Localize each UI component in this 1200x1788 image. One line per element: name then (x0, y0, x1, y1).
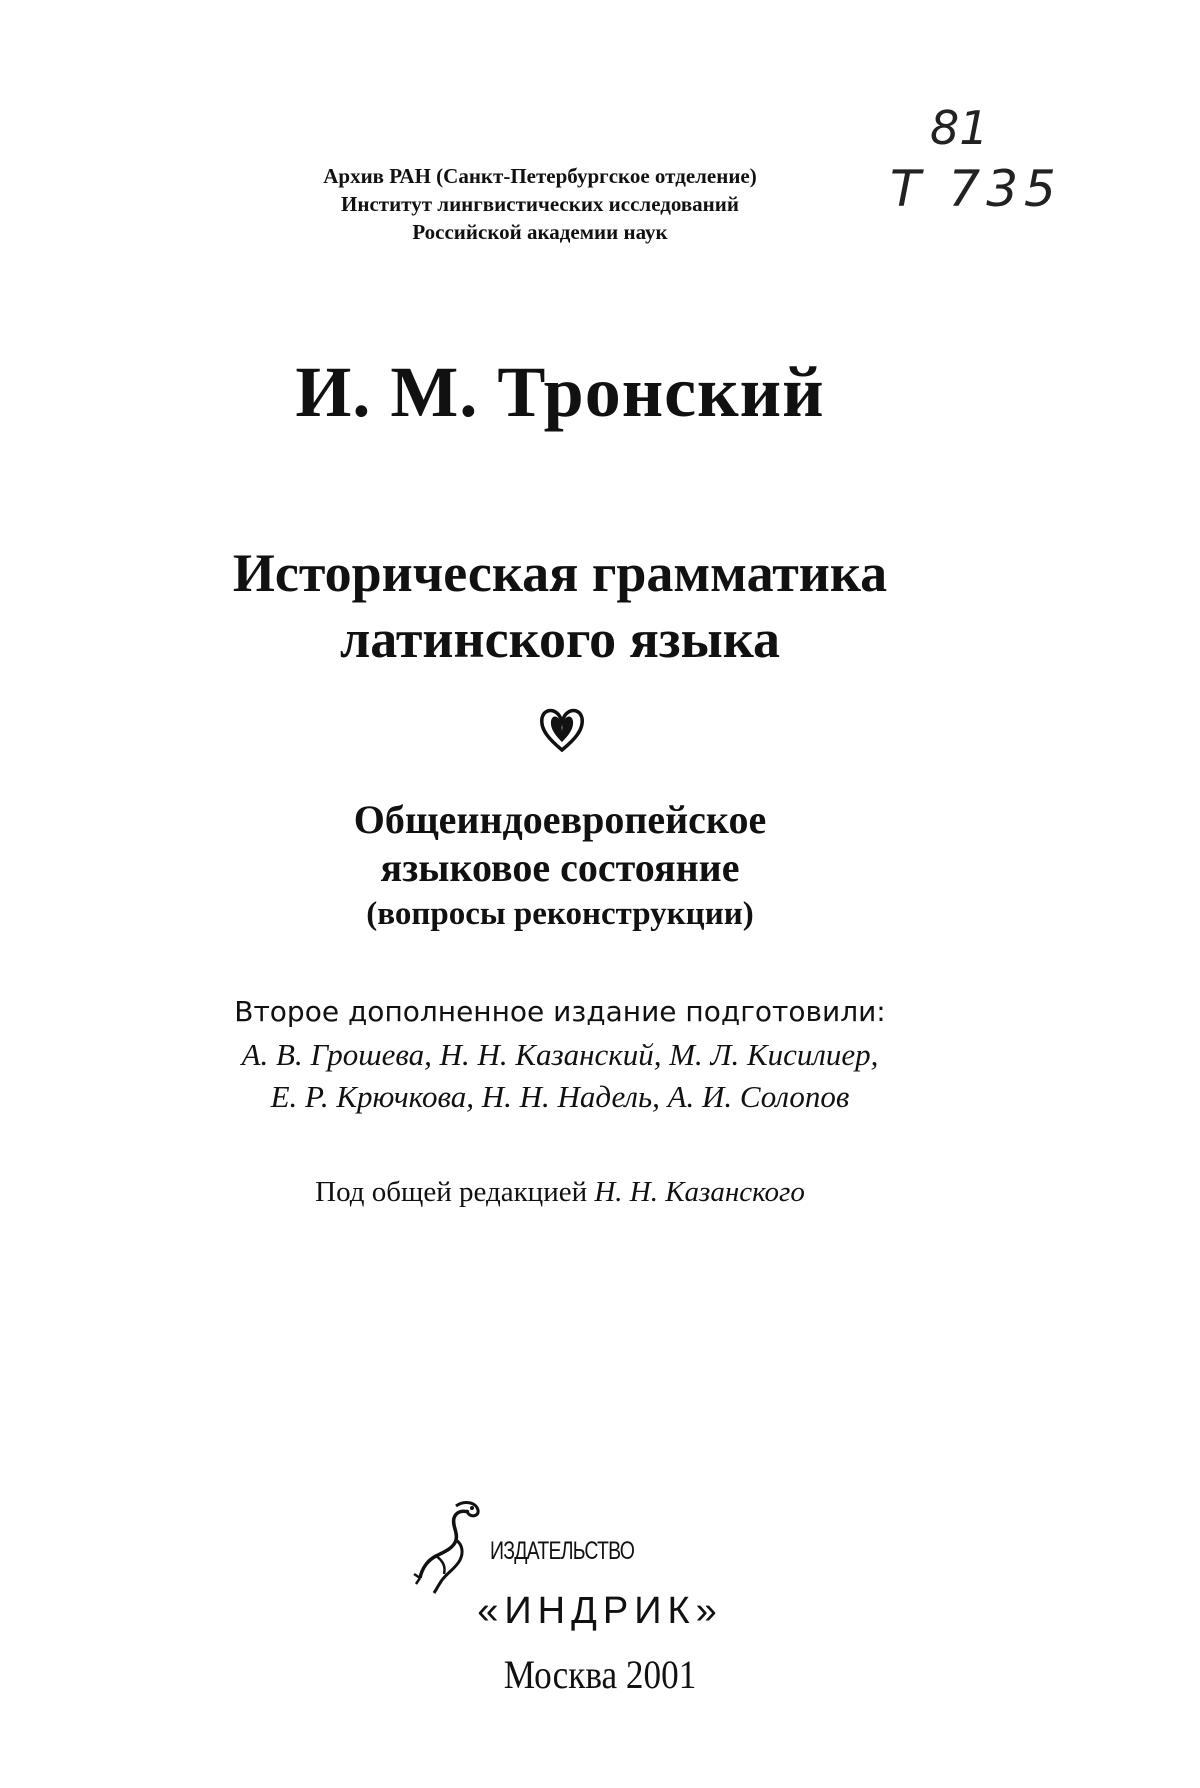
library-mark-line-1: 81 (930, 101, 989, 155)
publisher-label: ИЗДАТЕЛЬСТВО (490, 1537, 635, 1565)
book-title (40, 540, 1080, 672)
editor-name: Н. Н. Казанского (594, 1176, 805, 1208)
author-name: И. М. Тронский (295, 352, 825, 432)
publisher-name: «ИНДРИК» (477, 1590, 723, 1632)
subtitle-line-1: Общеиндоевропейское (353, 797, 767, 842)
city-year: Москва 2001 (503, 1652, 697, 1697)
general-editor (100, 1172, 1020, 1212)
library-mark (890, 100, 1140, 220)
institution-line-1: Архив РАН (Санкт-Петербургское отделение) (323, 164, 757, 188)
institution-line-3: Российской академии наук (412, 220, 668, 244)
institution-line-2: Институт лингвистических исследований (341, 192, 739, 216)
subtitle-line-3: (вопросы реконструкции) (366, 896, 754, 932)
fleuron-icon (536, 702, 588, 754)
contributors-line-2: Е. Р. Крючкова, Н. Н. Надель, А. И. Солопов (270, 1079, 850, 1114)
book-subtitle (140, 796, 980, 936)
institution-block (180, 162, 900, 246)
subtitle-line-2: языковое состояние (380, 845, 740, 890)
contributors-line-1: А. В. Грошева, Н. Н. Казанский, М. Л. Кисилиер, (241, 1037, 879, 1072)
edition-note: Второе дополненное издание подготовили: (234, 995, 886, 1028)
book-title-line-2: латинского языка (339, 609, 781, 669)
bird-logo-icon (412, 1498, 484, 1594)
library-mark-line-2: Т 735 (890, 160, 1062, 218)
editor-prefix: Под общей редакцией (315, 1176, 588, 1208)
book-title-line-1: Историческая грамматика (232, 543, 888, 603)
contributors-list (80, 1034, 1040, 1118)
